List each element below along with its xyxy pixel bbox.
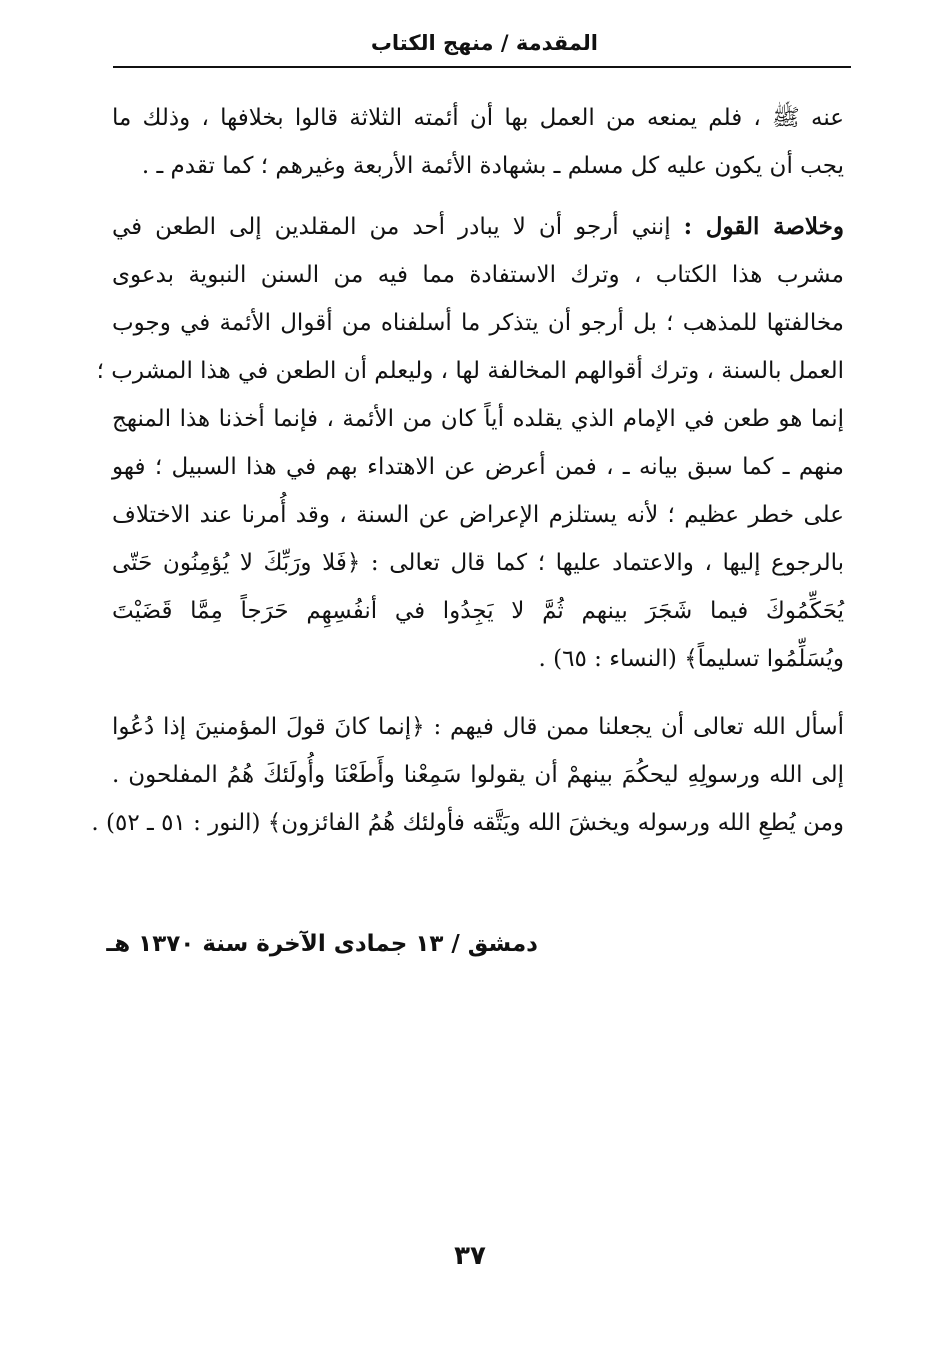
- paragraph-1: [112, 94, 844, 190]
- text-line: ومن يُطعِ الله ورسوله ويخشَ الله ويَتَّقه فأولئك هُمُ الفائزون﴾ (النور : ٥١ ـ ٥٢) .: [91, 810, 844, 836]
- paragraph-2: [96, 203, 844, 683]
- text-line: عنه ﷺ ، فلم يمنعه من العمل بها أن أئمته الثلاثة قالوا بخلافها ، وذلك ما: [112, 105, 844, 131]
- text-line-rest: إنني أرجو أن لا يبادر أحد من المقلدين إلى الطعن في: [112, 214, 684, 240]
- text-line: مشرب هذا الكتاب ، وترك الاستفادة مما فيه من السنن النبوية بدعوى: [112, 262, 844, 288]
- header-rule: [113, 66, 851, 68]
- text-line: العمل بالسنة ، وترك أقوالهم المخالفة لها ، وليعلم أن الطعن في هذا المشرب ؛: [96, 358, 844, 384]
- text-line: يجب أن يكون عليه كل مسلم ـ بشهادة الأئمة الأربعة وغيرهم ؛ كما تقدم ـ .: [141, 153, 844, 179]
- text-line: منهم ـ كما سبق بيانه ـ ، فمن أعرض عن الاهتداء بهم في هذا السبيل ؛ فهو: [112, 454, 844, 480]
- page-number: ٣٧: [454, 1241, 486, 1271]
- text-line: مخالفتها للمذهب ؛ بل أرجو أن يتذكر ما أسلفناه من أقوال الأئمة في وجوب: [112, 310, 844, 336]
- text-line: على خطر عظيم ؛ لأنه يستلزم الإعراض عن السنة ، وقد أُمرنا عند الاختلاف: [112, 502, 844, 528]
- text-line: ويُسَلِّمُوا تسليماً﴾ (النساء : ٦٥) .: [538, 646, 844, 672]
- running-head-title: المقدمة / منهج الكتاب: [370, 31, 598, 55]
- paragraph-lead: وخلاصة القول :: [683, 213, 844, 240]
- text-line: بالرجوع إليها ، والاعتماد عليها ؛ كما قال تعالى : ﴿فَلا ورَبِّكَ لا يُؤمِنُون حَتّى: [112, 550, 844, 576]
- text-line: إلى الله ورسولِهِ ليحكُمَ بينهمْ أن يقولوا سَمِعْنا وأَطَعْنَا وأُولَئكَ هُمُ المفلحون .: [112, 762, 844, 788]
- text-line-with-lead: [112, 203, 844, 251]
- text-line: أسأل الله تعالى أن يجعلنا ممن قال فيهم : ﴿إنما كانَ قولَ المؤمنينَ إذا دُعُوا: [112, 714, 844, 740]
- text-line: يُحَكِّمُوكَ فيما شَجَرَ بينهم ثُمَّ لا يَجِدُوا في أنفُسِهِم حَرَجاً مِمَّا قَضَيْتَ: [112, 598, 844, 624]
- text-line: إنما هو طعن في الإمام الذي يقلده أياً كان من الأئمة ، فإنما أخذنا هذا المنهج: [112, 406, 844, 432]
- paragraph-3: [91, 703, 844, 847]
- dateline: دمشق / ١٣ جمادى الآخرة سنة ١٣٧٠ هـ: [106, 931, 538, 957]
